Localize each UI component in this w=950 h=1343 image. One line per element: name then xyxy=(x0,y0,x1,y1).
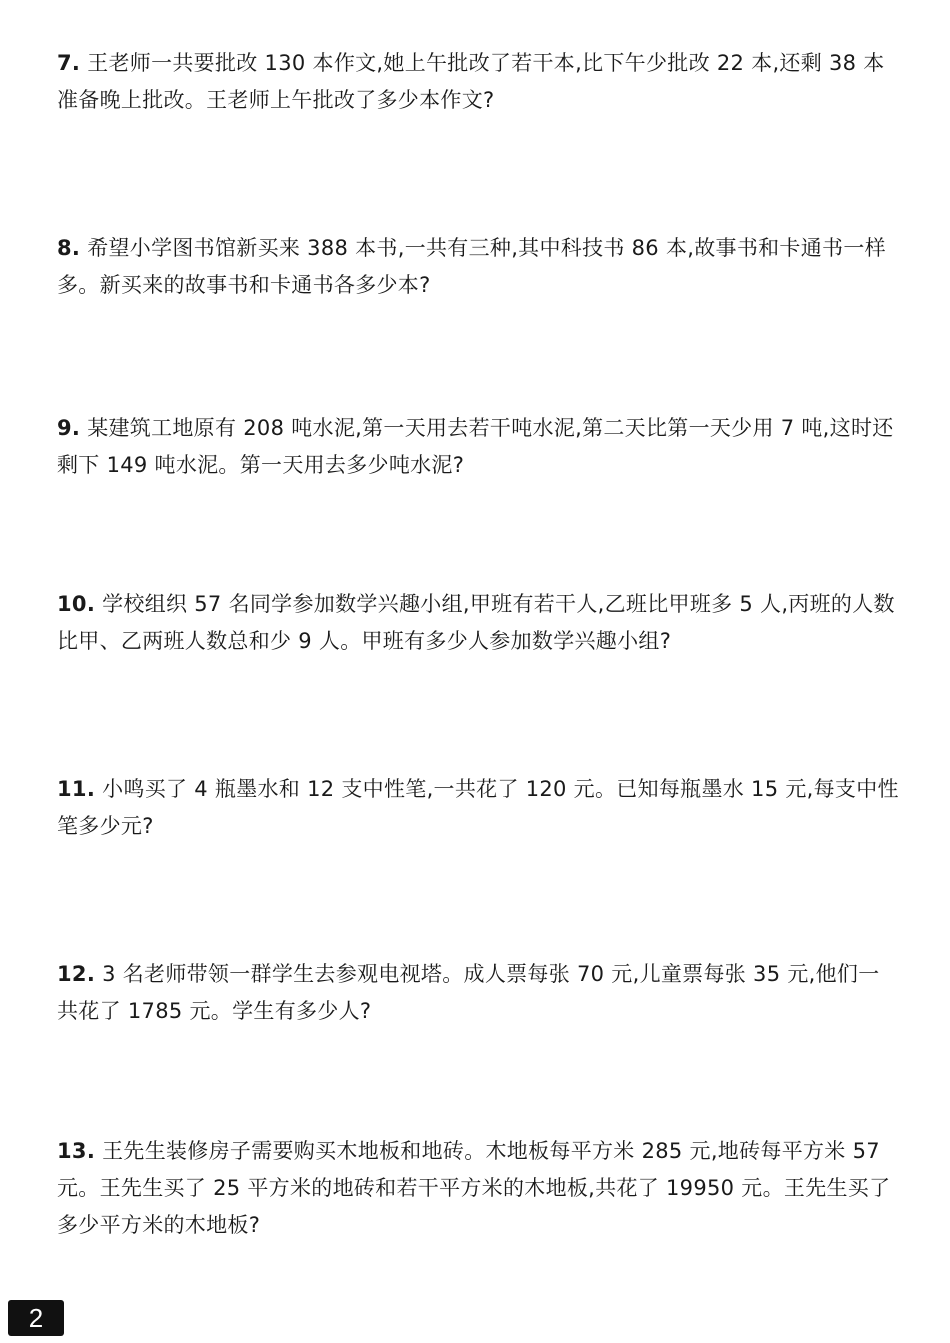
page-number-badge: 2 xyxy=(8,1300,64,1336)
problem-text: 王老师一共要批改 130 本作文,她上午批改了若干本,比下午少批改 22 本,还剩 38 本准备晚上批改。王老师上午批改了多少本作文? xyxy=(57,51,885,112)
problem-text: 某建筑工地原有 208 吨水泥,第一天用去若干吨水泥,第二天比第一天少用 7 吨,这时还剩下 149 吨水泥。第一天用去多少吨水泥? xyxy=(57,416,894,477)
problem-11 xyxy=(57,771,899,845)
problem-13 xyxy=(57,1133,899,1244)
problem-10 xyxy=(57,586,899,660)
problem-number: 8. xyxy=(57,236,81,260)
problem-text: 3 名老师带领一群学生去参观电视塔。成人票每张 70 元,儿童票每张 35 元,他们一共花了 1785 元。学生有多少人? xyxy=(57,962,880,1023)
problem-12 xyxy=(57,956,899,1030)
problem-number: 7. xyxy=(57,51,81,75)
problem-7 xyxy=(57,45,899,119)
problem-text: 王先生装修房子需要购买木地板和地砖。木地板每平方米 285 元,地砖每平方米 57 元。王先生买了 25 平方米的地砖和若干平方米的木地板,共花了 19950 元。王先生买了多少平方米的木地板? xyxy=(57,1139,891,1237)
problem-text: 学校组织 57 名同学参加数学兴趣小组,甲班有若干人,乙班比甲班多 5 人,丙班的人数比甲、乙两班人数总和少 9 人。甲班有多少人参加数学兴趣小组? xyxy=(57,592,895,653)
problem-number: 13. xyxy=(57,1139,96,1163)
problem-number: 11. xyxy=(57,777,96,801)
problem-text: 小鸣买了 4 瓶墨水和 12 支中性笔,一共花了 120 元。已知每瓶墨水 15 元,每支中性笔多少元? xyxy=(57,777,899,838)
problem-number: 10. xyxy=(57,592,96,616)
problem-number: 9. xyxy=(57,416,81,440)
problem-text: 希望小学图书馆新买来 388 本书,一共有三种,其中科技书 86 本,故事书和卡通书一样多。新买来的故事书和卡通书各多少本? xyxy=(57,236,886,297)
problem-8 xyxy=(57,230,899,304)
problem-9 xyxy=(57,410,899,484)
problem-number: 12. xyxy=(57,962,96,986)
